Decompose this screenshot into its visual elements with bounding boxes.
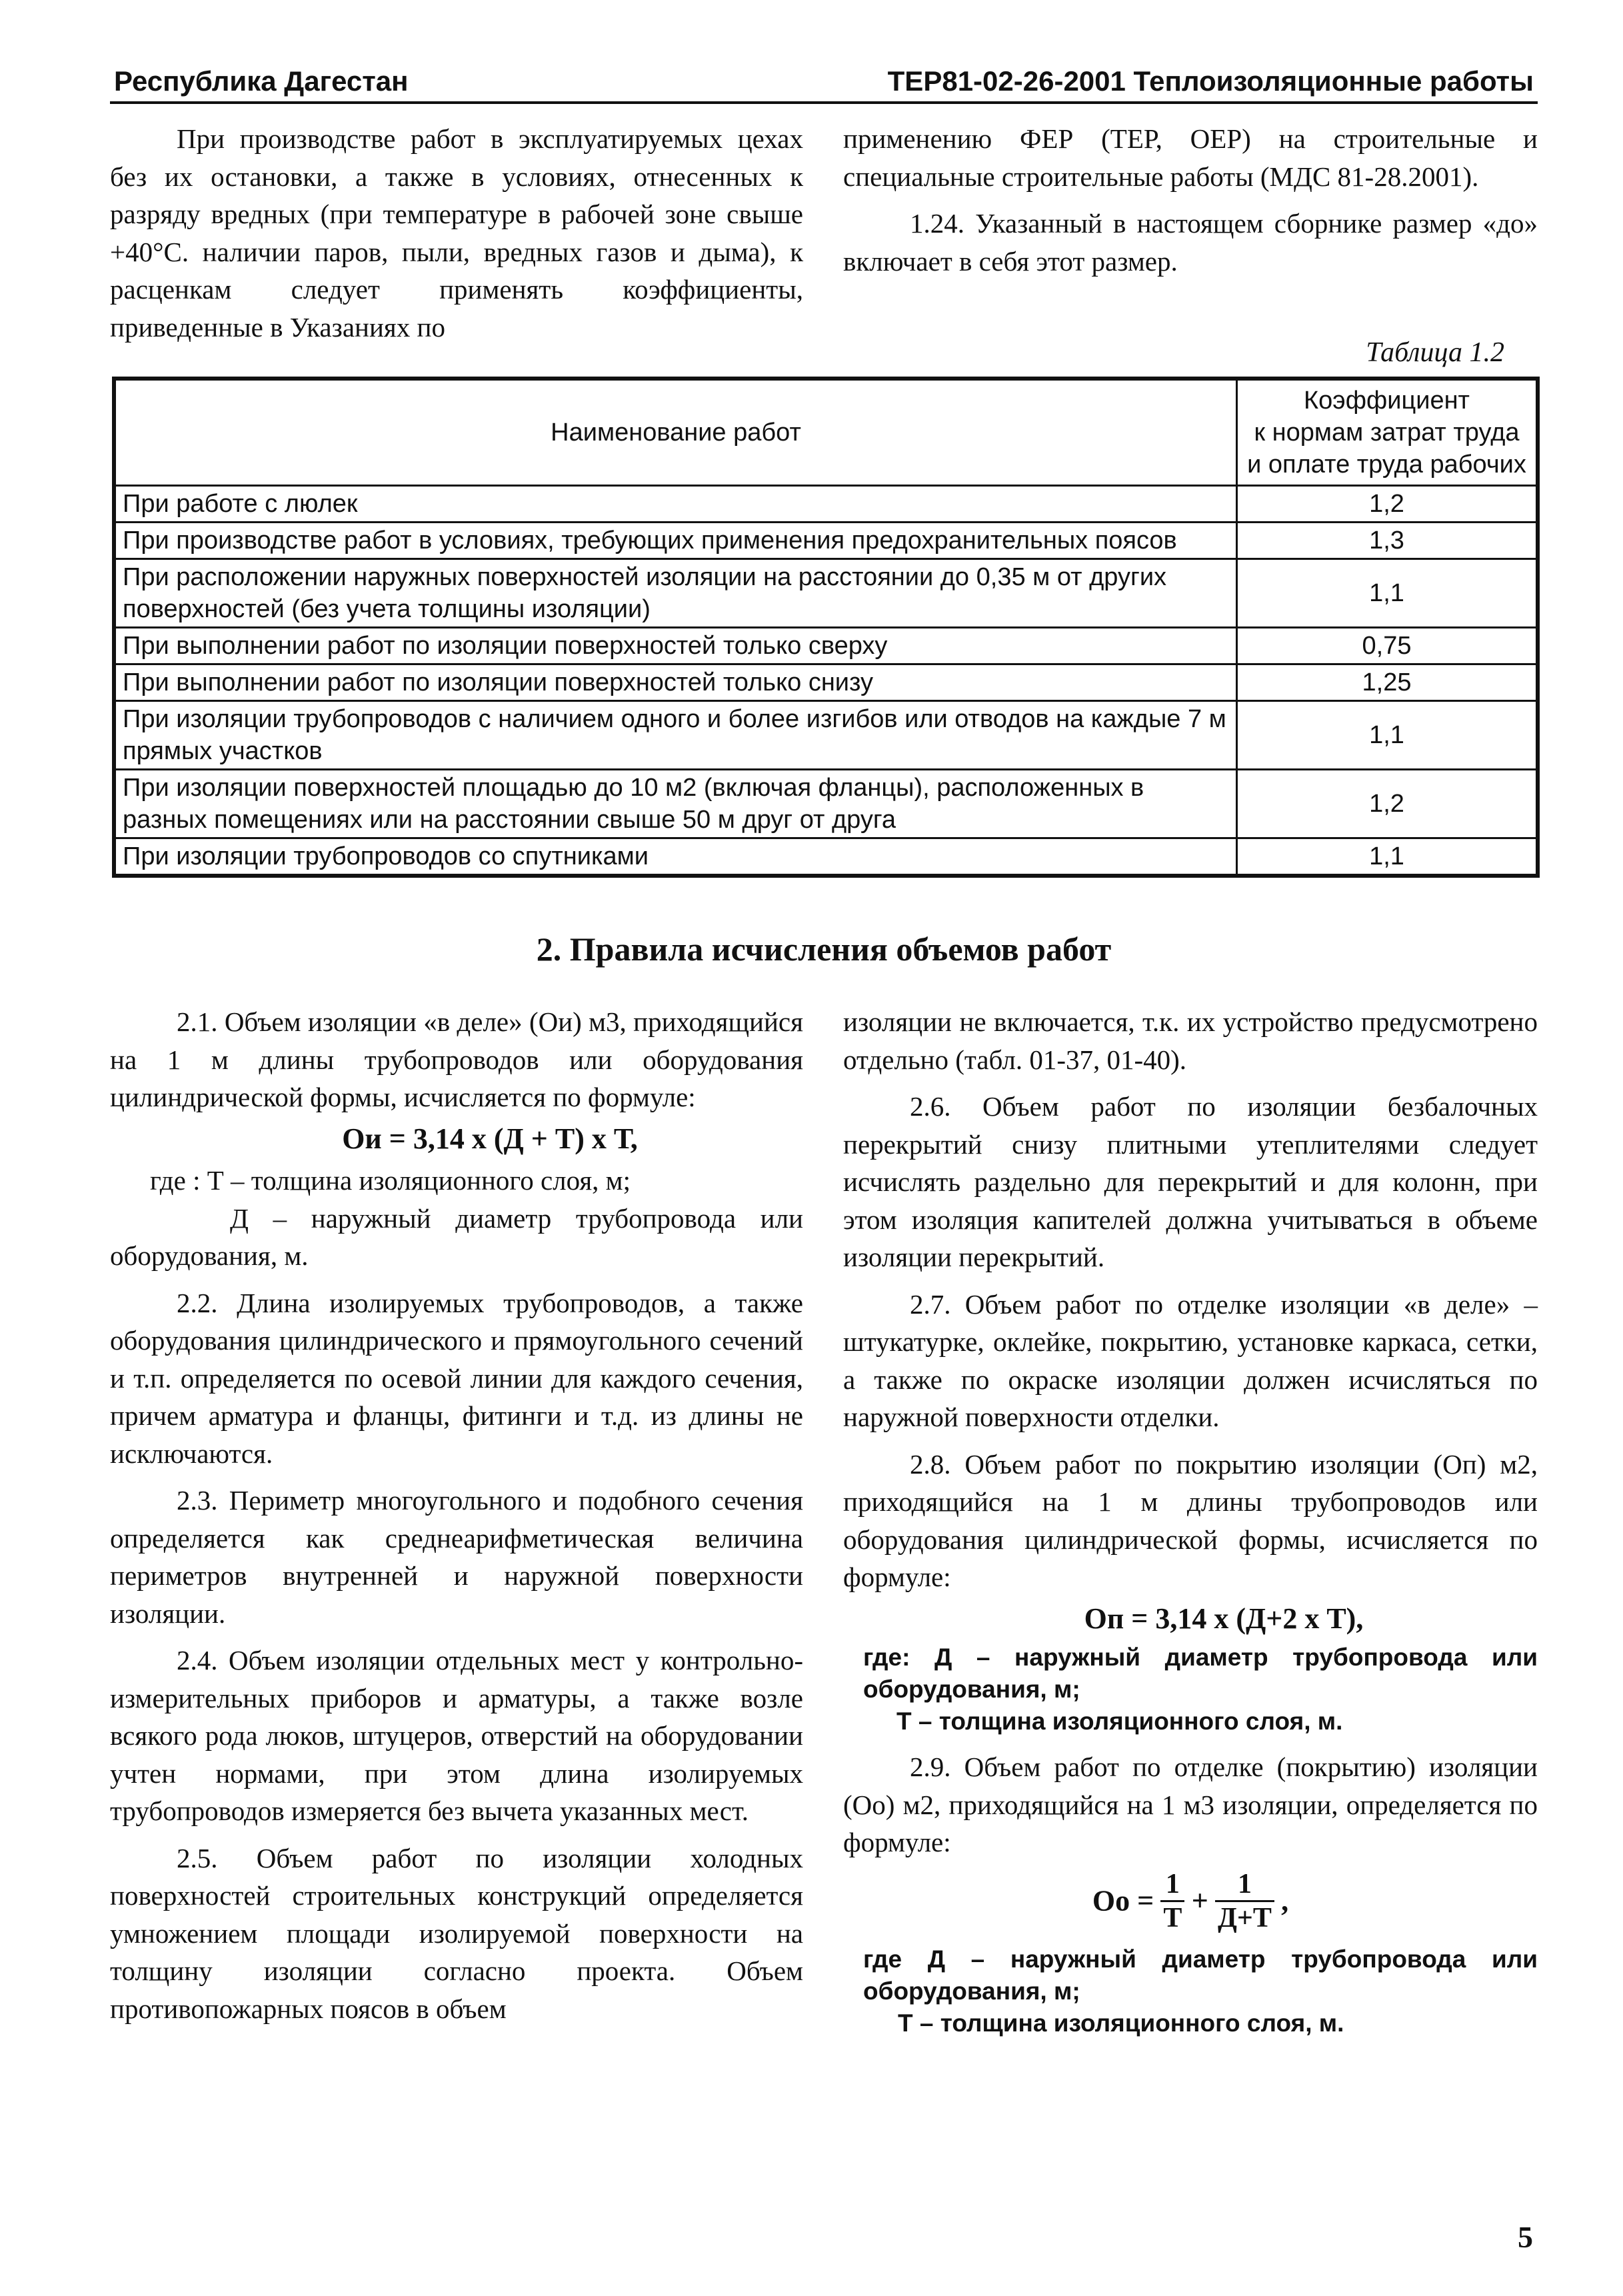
coefficient-value: 1,1 <box>1237 838 1538 876</box>
section-right-column <box>843 1003 1538 2049</box>
table-caption: Таблица 1.2 <box>1366 337 1504 368</box>
paragraph-2-4: 2.4. Объем изоляции отдельных мест у контрольно-измерительных приборов и арматуры, а также возле всякого рода люков, штуцеров, отверстий на оборудовании учтен нормами, при этом длина изолируемых трубопроводов измеряется без вычета указанных мест. <box>110 1645 803 1826</box>
fraction-denominator: Т <box>1163 1902 1182 1933</box>
intro-paragraph-continued: применению ФЕР (ТЕР, ОЕР) на строительные и специальные строительные работы (МДС 81-28.2001). <box>843 123 1538 192</box>
work-name: При работе с люлек <box>114 486 1237 523</box>
plus-sign: + <box>1191 1884 1208 1917</box>
table-row <box>114 559 1538 628</box>
paragraph-2-3: 2.3. Периметр многоугольного и подобного сечения определяется как среднеарифметическая величина периметров внутренней и наружной поверхности изоляции. <box>110 1485 803 1629</box>
work-name: При производстве работ в условиях, требующих применения предохранительных поясов <box>114 523 1237 559</box>
table-row <box>114 664 1538 701</box>
header-work-name: Наименование работ <box>114 379 1237 486</box>
fraction-numerator: 1 <box>1215 1868 1274 1902</box>
work-name: При выполнении работ по изоляции поверхностей только снизу <box>114 664 1237 701</box>
formula-end-comma: , <box>1281 1884 1289 1917</box>
intro-left-column <box>110 120 803 346</box>
formula-2-1: Ои = 3,14 х (Д + Т) х Т, <box>342 1122 638 1155</box>
paragraph-2-7: 2.7. Объем работ по отделке изоляции «в деле» – штукатурке, оклейке, покрытию, установке каркаса, сетки, а также по окраске изоляции должен исчисляться по наружной поверхности отделки. <box>843 1288 1538 1432</box>
intro-right-column <box>843 120 1538 289</box>
table-header-row <box>114 379 1538 486</box>
coefficient-value: 1,2 <box>1237 770 1538 838</box>
page-header <box>110 61 1538 104</box>
section-left-column <box>110 1003 803 2027</box>
header-coefficient <box>1237 379 1538 486</box>
fraction-one-over-t <box>1160 1868 1184 1934</box>
header-coefficient-line: Коэффициент <box>1304 387 1470 415</box>
paragraph-2-5-continued: изоляции не включается, т.к. их устройство предусмотрено отдельно (табл. 01-37, 01-40). <box>843 1006 1538 1075</box>
work-name: При изоляции поверхностей площадью до 10 м2 (включая фланцы), расположенных в разных помещениях или на расстоянии свыше 50 м друг от друга <box>114 770 1237 838</box>
header-region: Республика Дагестан <box>114 65 409 97</box>
formula-2-8-where-d: где: Д – наружный диаметр трубопровода или оборудования, м; <box>863 1644 1538 1703</box>
work-name: При изоляции трубопроводов с наличием одного и более изгибов или отводов на каждые 7 м прямых участков <box>114 701 1237 770</box>
formula-2-9 <box>843 1868 1538 1934</box>
coefficient-value: 1,2 <box>1237 486 1538 523</box>
formula-2-1-where-t: где : Т – толщина изоляционного слоя, м; <box>150 1165 631 1196</box>
fraction-numerator: 1 <box>1160 1868 1184 1902</box>
work-name: При выполнении работ по изоляции поверхностей только сверху <box>114 628 1237 664</box>
paragraph-2-2: 2.2. Длина изолируемых трубопроводов, а также оборудования цилиндрического и прямоугольного сечений и т.п. определяется по осевой линии для каждого сечения, причем арматура и фланцы, фитинги и т.д. из длины не исключаются. <box>110 1287 803 1469</box>
coefficient-value: 1,1 <box>1237 701 1538 770</box>
header-document-code: ТЕР81-02-26-2001 Теплоизоляционные работы <box>887 65 1534 97</box>
paragraph-2-8: 2.8. Объем работ по покрытию изоляции (Оп) м2, приходящийся на 1 м длины трубопроводов или оборудования цилиндрической формы, исчисляется по формуле: <box>843 1448 1538 1592</box>
fraction-one-over-d-plus-t <box>1215 1868 1274 1934</box>
page-number: 5 <box>1518 2220 1533 2254</box>
coefficients-table <box>112 377 1540 878</box>
table-row <box>114 523 1538 559</box>
table-row <box>114 838 1538 876</box>
intro-paragraph: При производстве работ в эксплуатируемых цехах без их остановки, а также в условиях, отнесенных к разряду вредных (при температуре в рабочей зоне свыше +40°С. наличии паров, пыли, вредных газов и дыма), к расценкам следует применять коэффициенты, приведенные в Указаниях по <box>110 123 803 343</box>
table-row <box>114 701 1538 770</box>
paragraph-2-9: 2.9. Объем работ по отделке (покрытию) изоляции (Оо) м2, приходящийся на 1 м3 изоляции, определяется по формуле: <box>843 1751 1538 1857</box>
section-title: 2. Правила исчисления объемов работ <box>536 930 1112 968</box>
header-coefficient-line: к нормам затрат труда <box>1254 419 1520 447</box>
fraction-denominator: Д+Т <box>1218 1902 1272 1933</box>
paragraph-2-6: 2.6. Объем работ по изоляции безбалочных перекрытий снизу плитными утеплителями следует исчислять раздельно для перекрытий и для колонн, при этом изоляция капителей должна учитываться в объеме изоляции перекрытий. <box>843 1091 1538 1272</box>
table-row <box>114 770 1538 838</box>
table-row <box>114 628 1538 664</box>
paragraph-1-24: 1.24. Указанный в настоящем сборнике размер «до» включает в себя этот размер. <box>843 208 1538 277</box>
work-name: При изоляции трубопроводов со спутниками <box>114 838 1237 876</box>
paragraph-2-1: 2.1. Объем изоляции «в деле» (Ои) м3, приходящийся на 1 м длины трубопроводов или оборудования цилиндрической формы, исчисляется по формуле: <box>110 1006 803 1112</box>
coefficient-value: 1,3 <box>1237 523 1538 559</box>
paragraph-2-5: 2.5. Объем работ по изоляции холодных поверхностей строительных конструкций определяется умножением площади изолируемой поверхности на толщину изоляции согласно проекта. Объем противопожарных поясов в объем <box>110 1842 803 2024</box>
formula-2-8-where-t: Т – толщина изоляционного слоя, м. <box>896 1708 1343 1735</box>
coefficient-value: 1,25 <box>1237 664 1538 701</box>
formula-2-9-lhs: Оо = <box>1092 1884 1154 1917</box>
formula-2-1-where-d: Д – наружный диаметр трубопровода или оборудования, м. <box>110 1202 803 1271</box>
coefficient-value: 1,1 <box>1237 559 1538 628</box>
header-coefficient-line: и оплате труда рабочих <box>1247 451 1526 479</box>
formula-2-9-where-d: где Д – наружный диаметр трубопровода или оборудования, м; <box>863 1945 1538 2005</box>
work-name: При расположении наружных поверхностей изоляции на расстоянии до 0,35 м от других поверхностей (без учета толщины изоляции) <box>114 559 1237 628</box>
formula-2-8: Оп = 3,14 х (Д+2 х Т), <box>1084 1602 1364 1635</box>
table-row <box>114 486 1538 523</box>
coefficient-value: 0,75 <box>1237 628 1538 664</box>
formula-2-9-where-t: Т – толщина изоляционного слоя, м. <box>898 2009 1344 2037</box>
